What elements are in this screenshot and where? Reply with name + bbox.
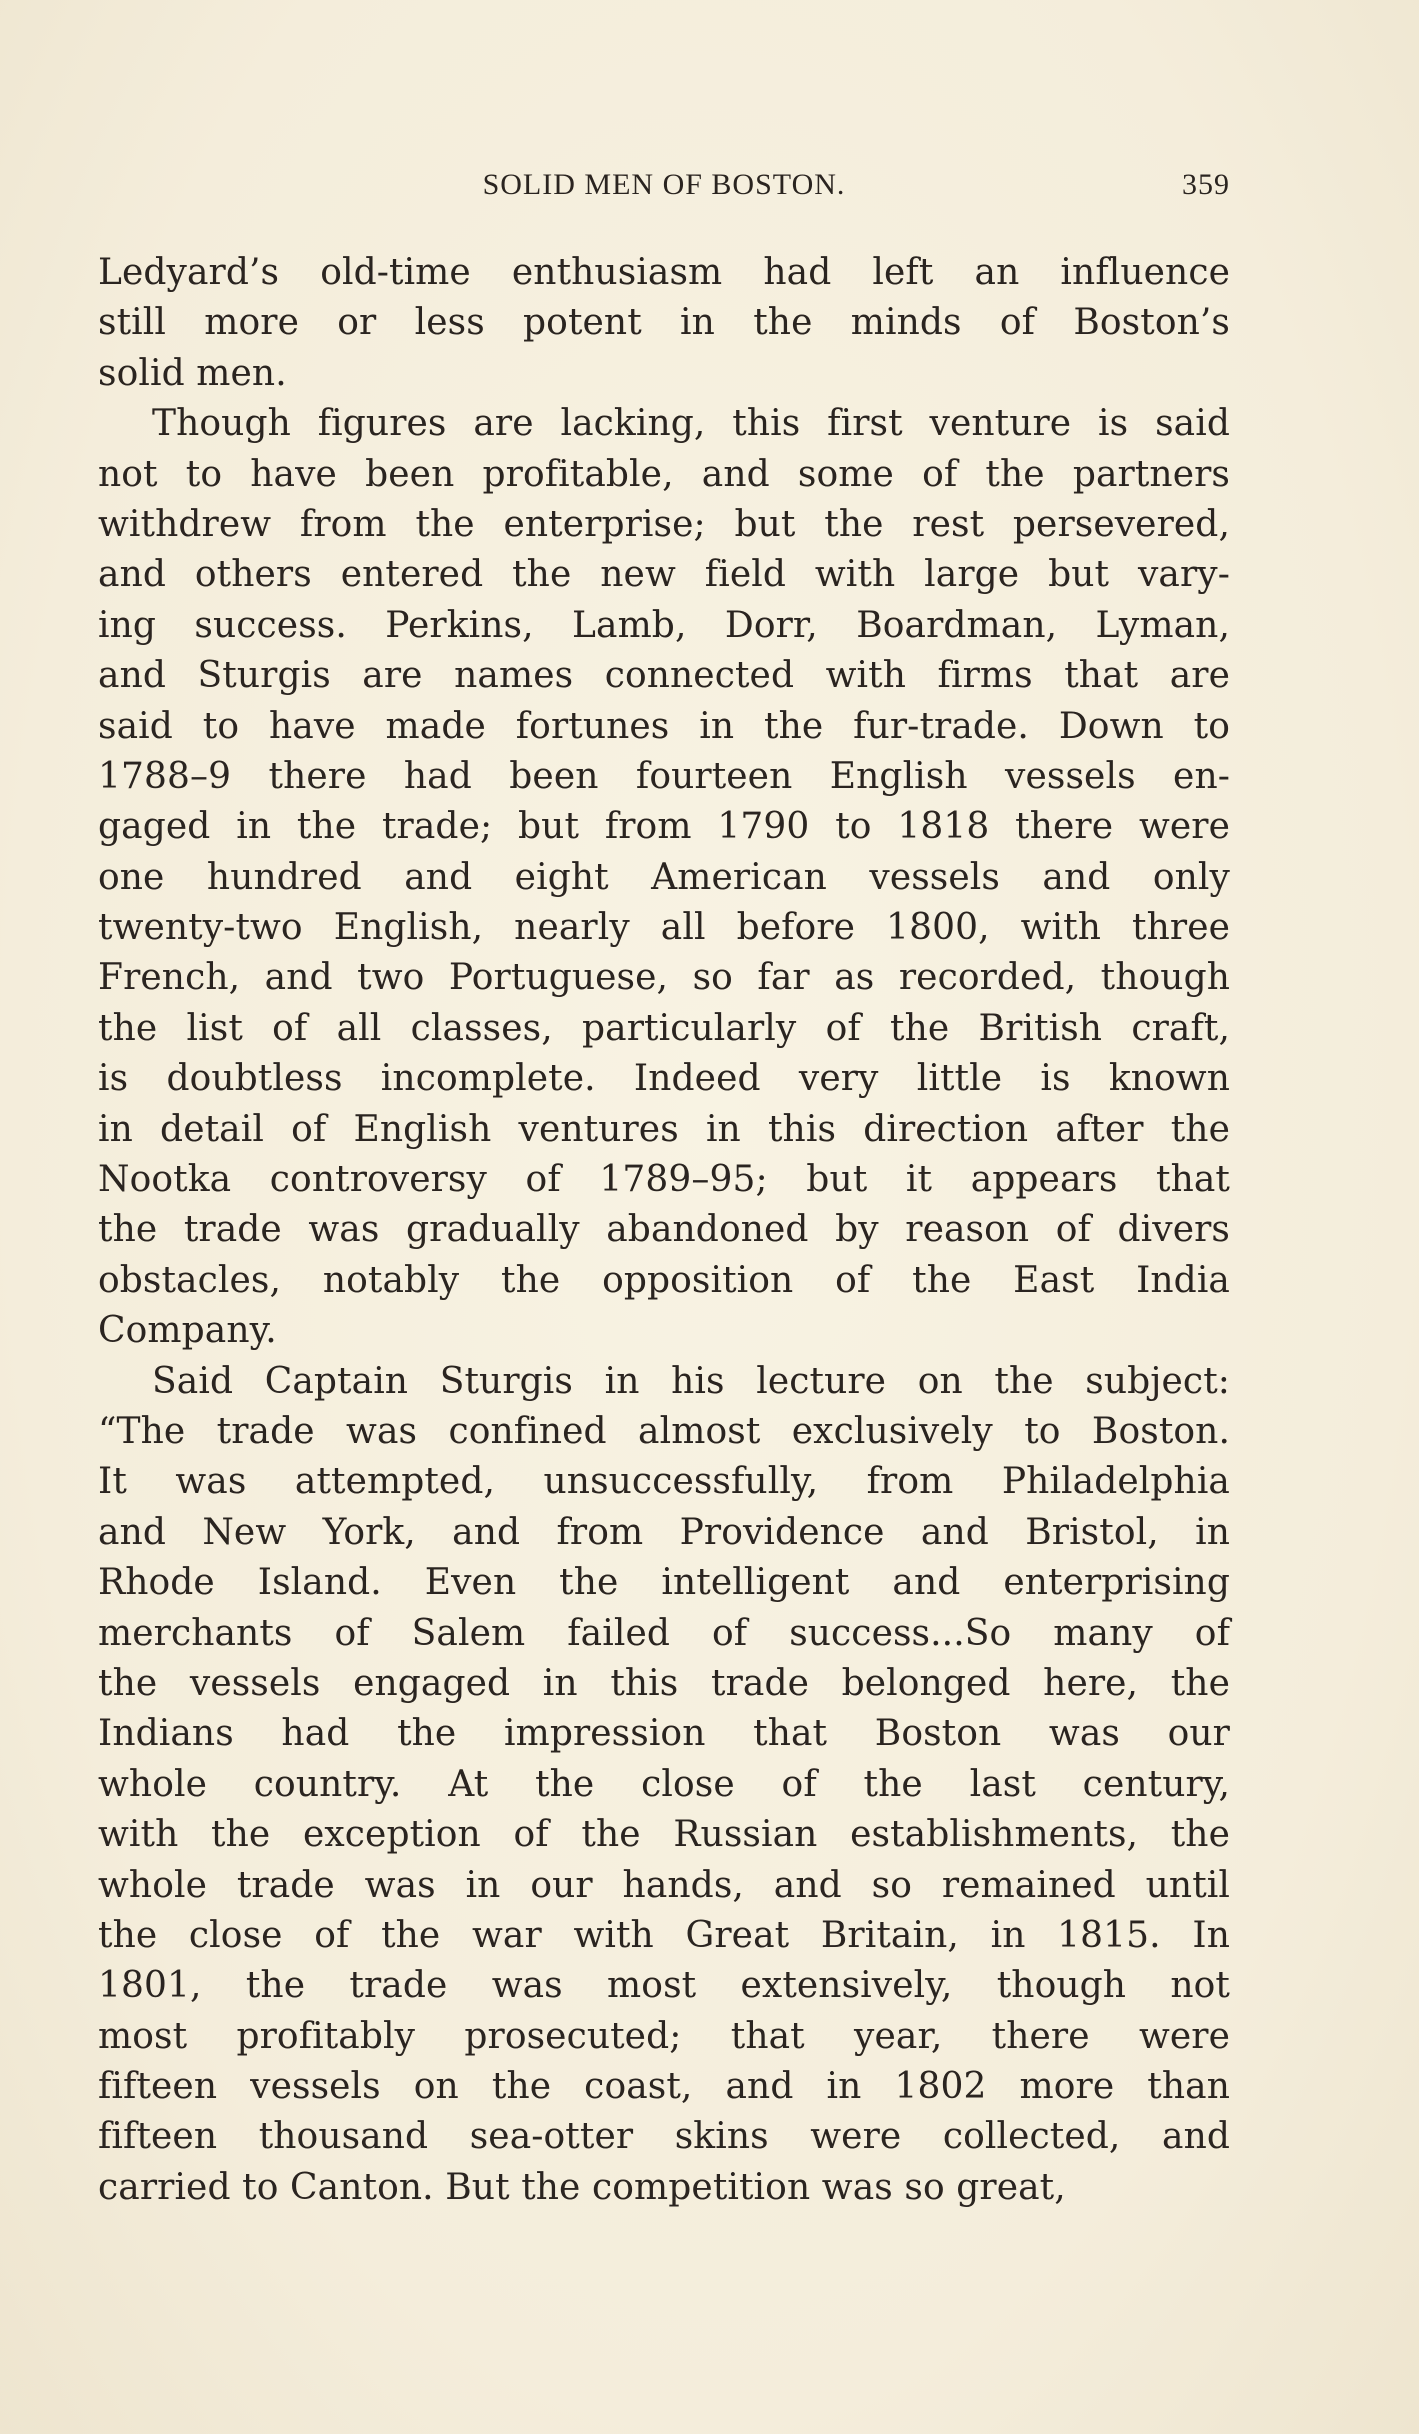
text-line: not to have been profitable, and some of the partners bbox=[98, 453, 1230, 495]
text-line: with the exception of the Russian establishments, the bbox=[98, 1814, 1230, 1856]
text-line: obstacles, notably the opposition of the East India bbox=[98, 1259, 1230, 1301]
text-line: gaged in the trade; but from 1790 to 1818 there were bbox=[98, 806, 1230, 848]
text-line: fifteen thousand sea-otter skins were collected, and bbox=[98, 2116, 1230, 2158]
body-text bbox=[98, 248, 1230, 2213]
text-line: Nootka controversy of 1789–95; but it appears that bbox=[98, 1159, 1230, 1201]
text-line: whole trade was in our hands, and so remained until bbox=[98, 1864, 1230, 1906]
text-line: the close of the war with Great Britain, in 1815. In bbox=[98, 1914, 1230, 1956]
running-title: SOLID MEN OF BOSTON. bbox=[482, 168, 846, 201]
text-line: Indians had the impression that Boston was our bbox=[98, 1713, 1230, 1755]
text-line: withdrew from the enterprise; but the rest persevered, bbox=[98, 503, 1230, 545]
text-line: merchants of Salem failed of success...So many of bbox=[98, 1612, 1230, 1654]
text-line: carried to Canton. But the competition was so great, bbox=[98, 2166, 1066, 2208]
text-line: solid men. bbox=[98, 352, 287, 394]
text-line: fifteen vessels on the coast, and in 1802 more than bbox=[98, 2066, 1230, 2108]
text-line: 1801, the trade was most extensively, though not bbox=[98, 1965, 1230, 2007]
text-line: and others entered the new field with large but vary- bbox=[98, 554, 1230, 596]
text-line: said to have made fortunes in the fur-trade. Down to bbox=[98, 705, 1230, 747]
text-line: 1788–9 there had been fourteen English vessels en- bbox=[98, 755, 1230, 797]
paragraph bbox=[98, 1357, 1230, 2214]
text-line: ing success. Perkins, Lamb, Dorr, Boardman, Lyman, bbox=[98, 604, 1230, 646]
text-line: Rhode Island. Even the intelligent and enterprising bbox=[98, 1562, 1230, 1604]
running-head bbox=[98, 168, 1230, 218]
text-line: still more or less potent in the minds of Boston’s bbox=[98, 302, 1230, 344]
text-line: Ledyard’s old-time enthusiasm had left an influence bbox=[98, 252, 1230, 293]
text-line: twenty-two English, nearly all before 1800, with three bbox=[98, 907, 1230, 949]
text-line: and Sturgis are names connected with firms that are bbox=[98, 655, 1230, 697]
page-number: 359 bbox=[1182, 168, 1230, 201]
text-line: is doubtless incomplete. Indeed very little is known bbox=[98, 1058, 1230, 1100]
text-line: the trade was gradually abandoned by reason of divers bbox=[98, 1209, 1230, 1251]
text-line: French, and two Portuguese, so far as recorded, though bbox=[98, 957, 1230, 999]
text-line: the vessels engaged in this trade belonged here, the bbox=[98, 1662, 1230, 1704]
text-line: It was attempted, unsuccessfully, from Philadelphia bbox=[98, 1461, 1230, 1503]
text-line: and New York, and from Providence and Bristol, in bbox=[98, 1511, 1230, 1553]
text-line: Though figures are lacking, this first venture is said bbox=[152, 403, 1230, 445]
text-line: whole country. At the close of the last century, bbox=[98, 1763, 1230, 1805]
paragraph bbox=[98, 248, 1230, 399]
text-line: “The trade was confined almost exclusively to Boston. bbox=[98, 1410, 1230, 1452]
text-line: one hundred and eight American vessels and only bbox=[98, 856, 1230, 898]
text-line: Said Captain Sturgis in his lecture on the subject: bbox=[152, 1360, 1230, 1402]
text-line: most profitably prosecuted; that year, there were bbox=[98, 2015, 1230, 2057]
text-line: the list of all classes, particularly of the British craft, bbox=[98, 1007, 1230, 1049]
text-line: Company. bbox=[98, 1310, 277, 1352]
text-line: in detail of English ventures in this direction after the bbox=[98, 1108, 1230, 1150]
paragraph bbox=[98, 399, 1230, 1356]
